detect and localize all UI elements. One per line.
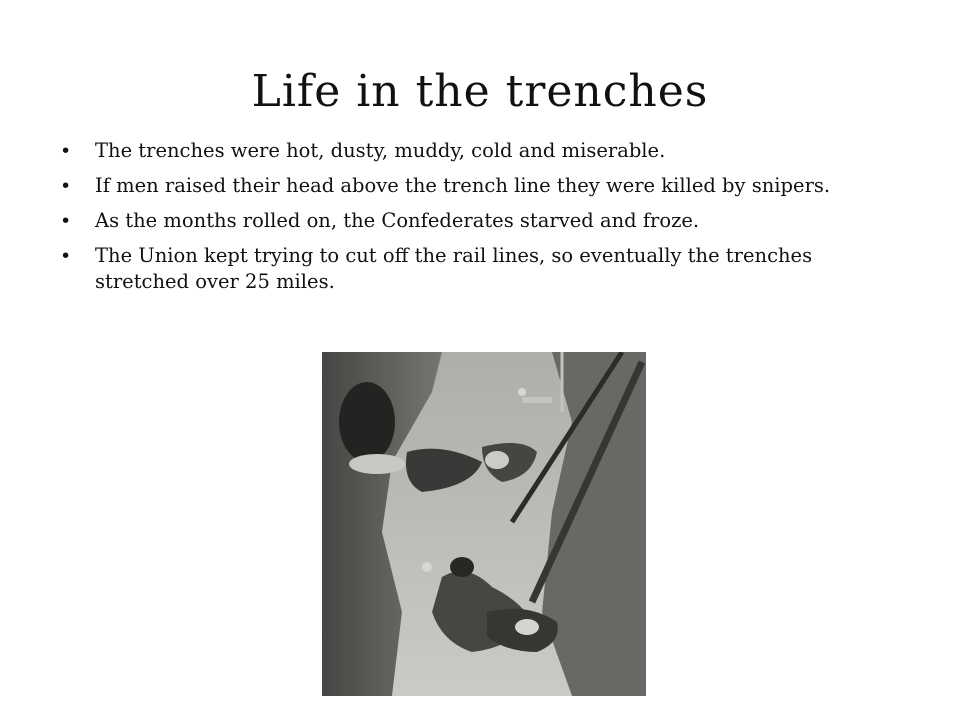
bullet-icon: • [60, 175, 72, 197]
bullet-item [58, 243, 858, 295]
bullet-item [58, 173, 858, 199]
slide-title: Life in the trenches [251, 66, 709, 117]
bullet-icon: • [60, 245, 72, 267]
bullet-text: As the months rolled on, the Confederates starved and froze. [95, 209, 700, 232]
bullet-item [58, 138, 858, 164]
bullet-icon: • [60, 140, 72, 162]
bullet-text: The trenches were hot, dusty, muddy, cold and miserable. [95, 139, 666, 162]
trench-photo-illustration [322, 352, 646, 696]
bullet-text: If men raised their head above the trench line they were killed by snipers. [95, 174, 831, 197]
bullet-item [58, 208, 858, 234]
trench-photo [322, 352, 646, 696]
photo-grain [322, 352, 646, 696]
bullet-icon: • [60, 210, 72, 232]
bullet-list [58, 138, 858, 304]
bullet-text: The Union kept trying to cut off the rail lines, so eventually the trenches stretched over 25 miles. [95, 244, 813, 293]
